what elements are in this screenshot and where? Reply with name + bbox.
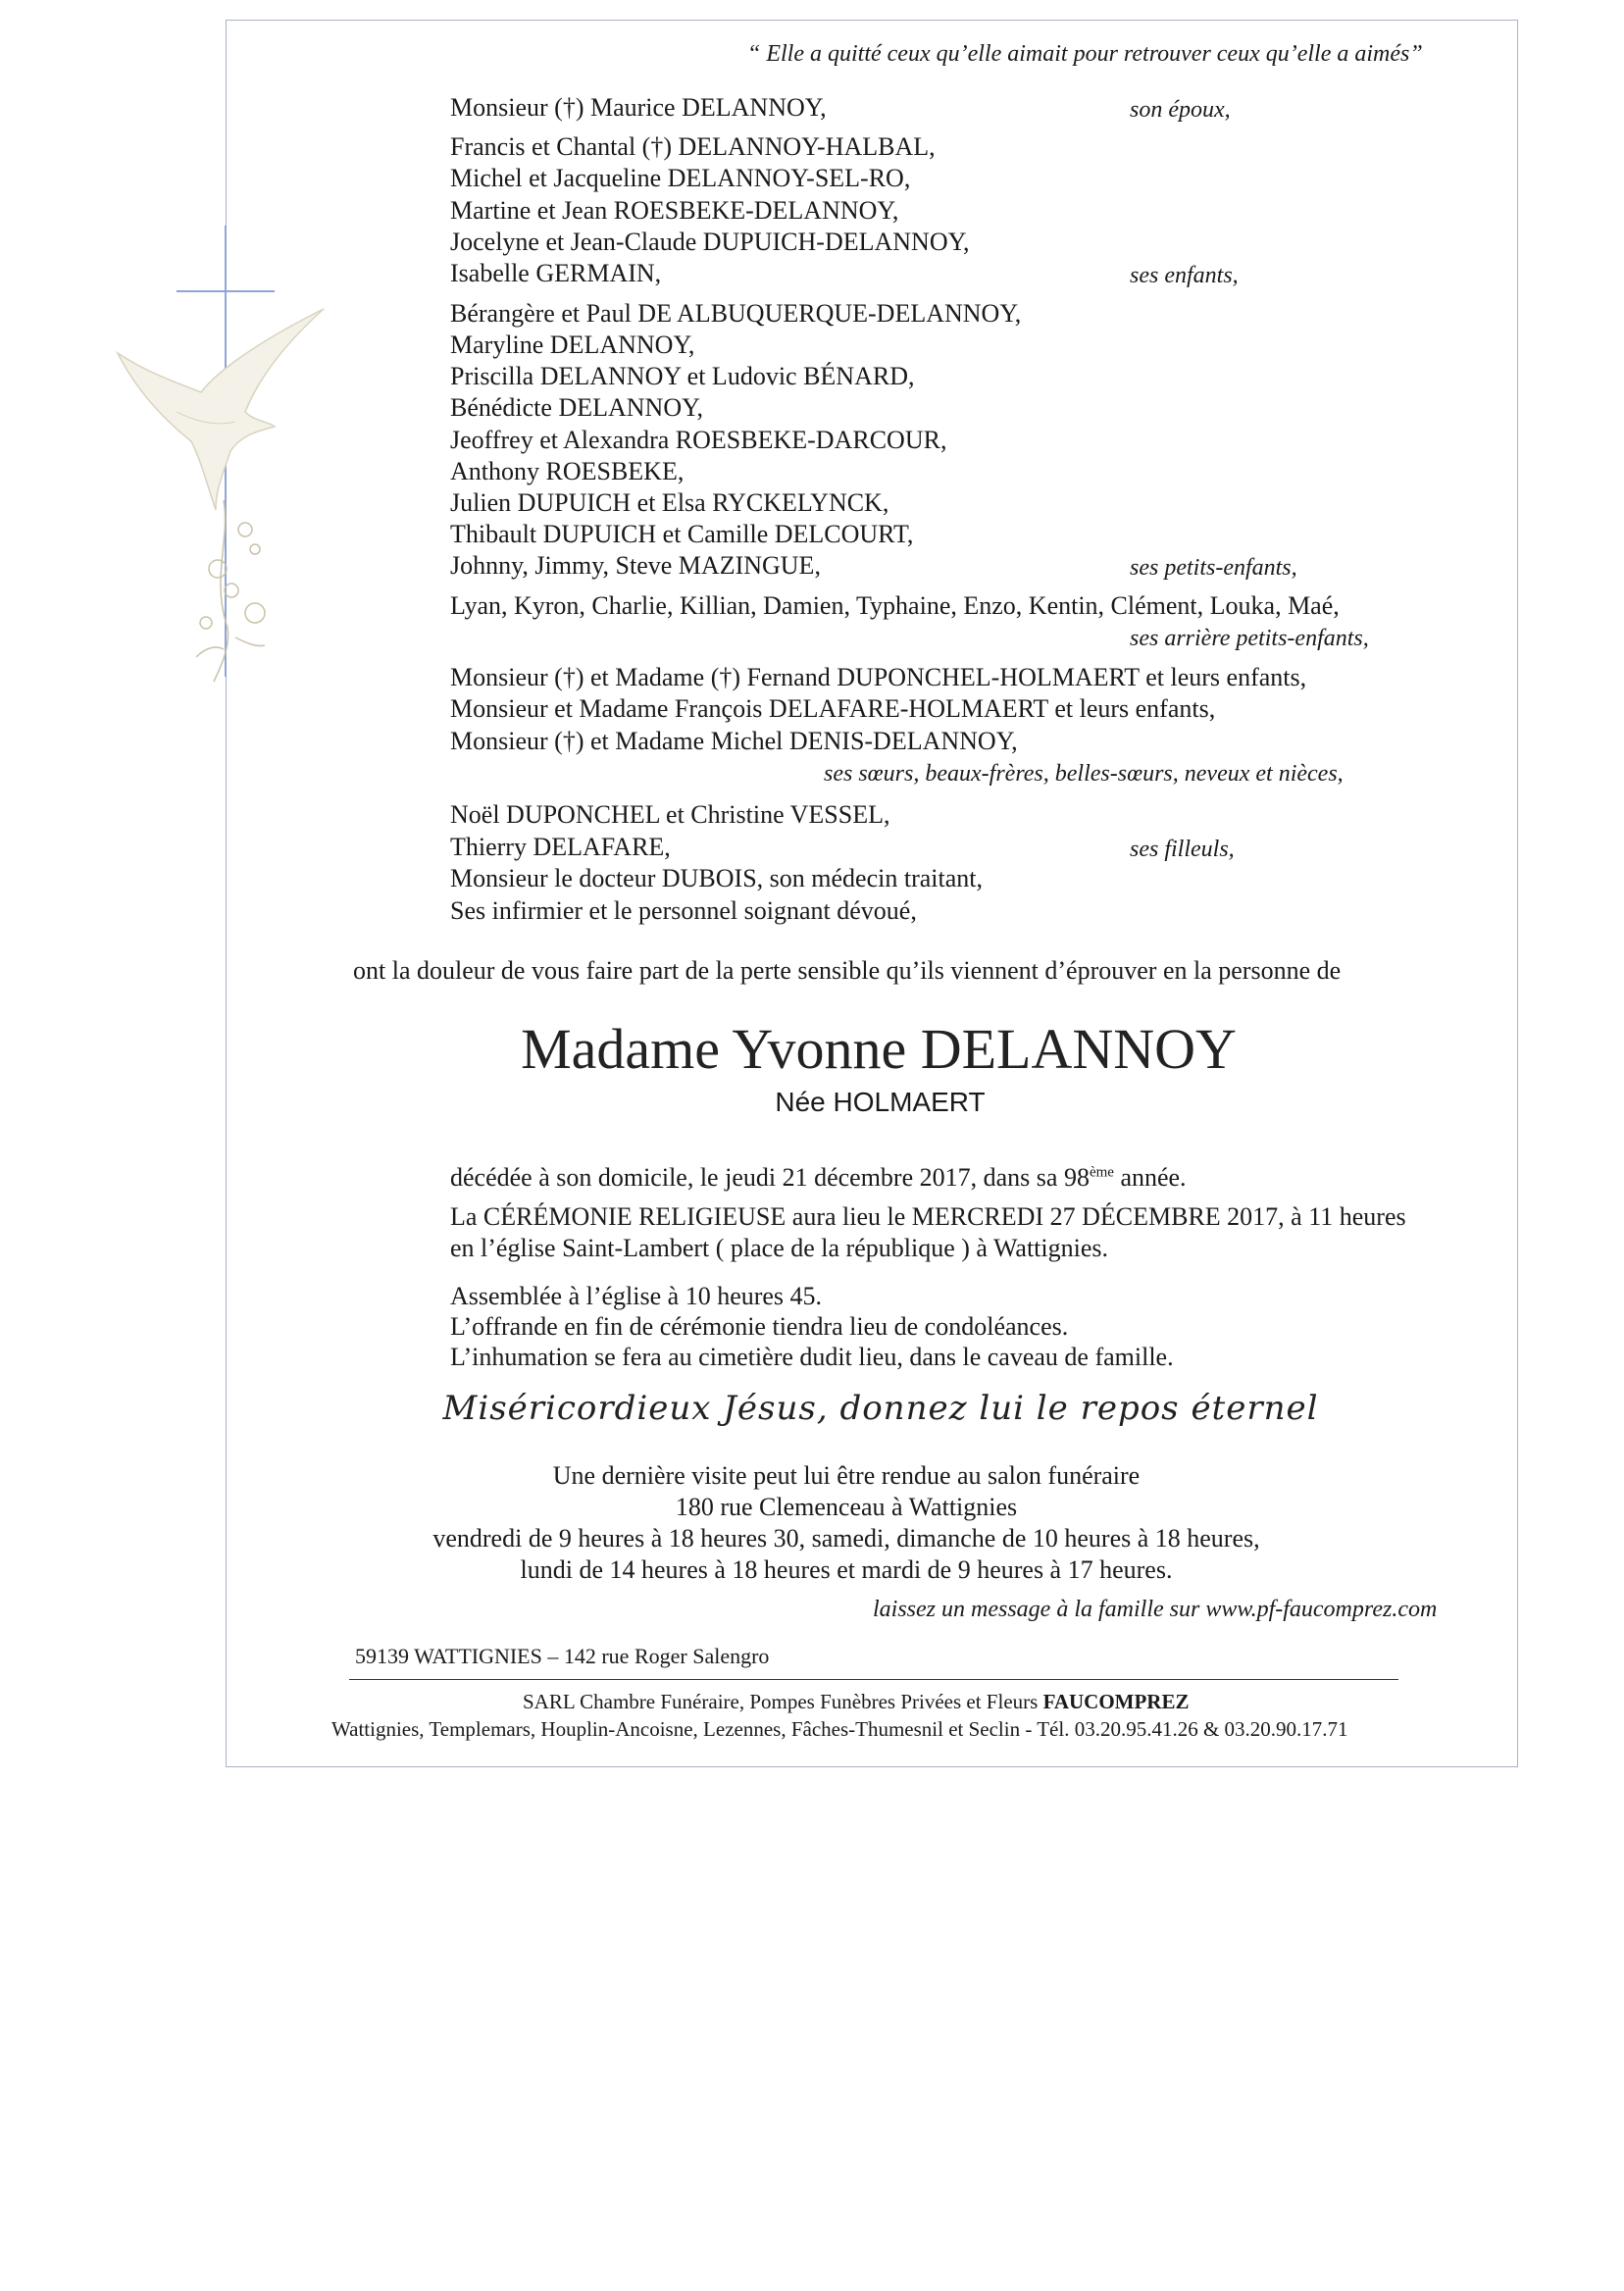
family-member: Michel et Jacqueline DELANNOY-SEL-RO,	[450, 164, 911, 192]
family-member: Martine et Jean ROESBEKE-DELANNOY,	[450, 196, 899, 225]
family-member: Monsieur (†) et Madame Michel DENIS-DELANNOY,	[450, 727, 1018, 755]
maiden-name: Née HOLMAERT	[775, 1087, 986, 1117]
family-relation: ses enfants,	[1130, 263, 1239, 288]
detail-line: L’offrande en fin de cérémonie tiendra lieu de condoléances.	[450, 1312, 1069, 1341]
website-message: laissez un message à la famille sur www.pf-faucomprez.com	[873, 1597, 1438, 1622]
family-member: Bérangère et Paul DE ALBUQUERQUE-DELANNOY,	[450, 299, 1022, 328]
quote: “ Elle a quitté ceux qu’elle aimait pour retrouver ceux qu’elle a aimés”	[747, 41, 1423, 67]
family-member: Anthony ROESBEKE,	[450, 457, 685, 485]
footer-divider	[349, 1679, 1398, 1680]
announcement: ont la douleur de vous faire part de la perte sensible qu’ils viennent d’éprouver en la personne de	[353, 956, 1342, 985]
family-member: Lyan, Kyron, Charlie, Killian, Damien, Typhaine, Enzo, Kentin, Clément, Louka, Maé,	[450, 591, 1340, 620]
family-relation: ses arrière petits-enfants,	[1130, 626, 1369, 651]
visit-line: lundi de 14 heures à 18 heures et mardi de 9 heures à 17 heures.	[520, 1555, 1173, 1584]
prayer: Miséricordieux Jésus, donnez lui le repos éternel	[442, 1389, 1319, 1428]
family-member: Julien DUPUICH et Elsa RYCKELYNCK,	[450, 488, 889, 517]
deceased-name: Madame Yvonne DELANNOY	[521, 1017, 1237, 1081]
death-line: décédée à son domicile, le jeudi 21 décembre 2017, dans sa 98ème année.	[450, 1163, 1187, 1192]
family-member: Maryline DELANNOY,	[450, 331, 695, 359]
family-member: Francis et Chantal (†) DELANNOY-HALBAL,	[450, 132, 936, 161]
cross-dove-flowers-icon	[108, 226, 343, 687]
visit-line: 180 rue Clemenceau à Wattignies	[675, 1493, 1018, 1521]
family-member: Isabelle GERMAIN,	[450, 259, 662, 287]
family-relation: ses filleuls,	[1130, 837, 1235, 862]
family-member: Priscilla DELANNOY et Ludovic BÉNARD,	[450, 362, 915, 390]
locations-line: Wattignies, Templemars, Houplin-Ancoisne, Lezennes, Fâches-Thumesnil et Seclin - Tél. 03.20.95.41.26 & 03.20.90.17.71	[331, 1717, 1348, 1741]
family-member: Monsieur (†) Maurice DELANNOY,	[450, 93, 827, 122]
family-relation: ses petits-enfants,	[1130, 555, 1297, 581]
ceremony-line-1: La CÉRÉMONIE RELIGIEUSE aura lieu le MERCREDI 27 DÉCEMBRE 2017, à 11 heures	[450, 1202, 1406, 1231]
family-member: Jeoffrey et Alexandra ROESBEKE-DARCOUR,	[450, 426, 947, 454]
address: 59139 WATTIGNIES – 142 rue Roger Salengro	[355, 1644, 770, 1668]
family-member: Monsieur le docteur DUBOIS, son médecin traitant,	[450, 864, 983, 892]
family-member: Ses infirmier et le personnel soignant dévoué,	[450, 896, 917, 925]
visit-line: Une dernière visite peut lui être rendue au salon funéraire	[552, 1461, 1141, 1490]
family-relation: son époux,	[1130, 97, 1231, 123]
family-member: Monsieur et Madame François DELAFARE-HOLMAERT et leurs enfants,	[450, 694, 1216, 723]
family-member: Johnny, Jimmy, Steve MAZINGUE,	[450, 551, 821, 580]
detail-line: Assemblée à l’église à 10 heures 45.	[450, 1282, 823, 1310]
family-member: Bénédicte DELANNOY,	[450, 393, 704, 422]
family-member: Thibault DUPUICH et Camille DELCOURT,	[450, 520, 914, 548]
ceremony-line-2: en l’église Saint-Lambert ( place de la république ) à Wattignies.	[450, 1234, 1109, 1262]
family-relation: ses sœurs, beaux-frères, belles-sœurs, neveux et nièces,	[824, 761, 1344, 787]
family-member: Noël DUPONCHEL et Christine VESSEL,	[450, 800, 890, 829]
company-line: SARL Chambre Funéraire, Pompes Funèbres Privées et Fleurs FAUCOMPREZ	[523, 1690, 1190, 1713]
family-member: Thierry DELAFARE,	[450, 833, 671, 861]
family-member: Monsieur (†) et Madame (†) Fernand DUPONCHEL-HOLMAERT et leurs enfants,	[450, 663, 1307, 691]
visit-line: vendredi de 9 heures à 18 heures 30, samedi, dimanche de 10 heures à 18 heures,	[432, 1524, 1260, 1553]
detail-line: L’inhumation se fera au cimetière dudit lieu, dans le caveau de famille.	[450, 1343, 1174, 1371]
family-member: Jocelyne et Jean-Claude DUPUICH-DELANNOY,	[450, 228, 970, 256]
